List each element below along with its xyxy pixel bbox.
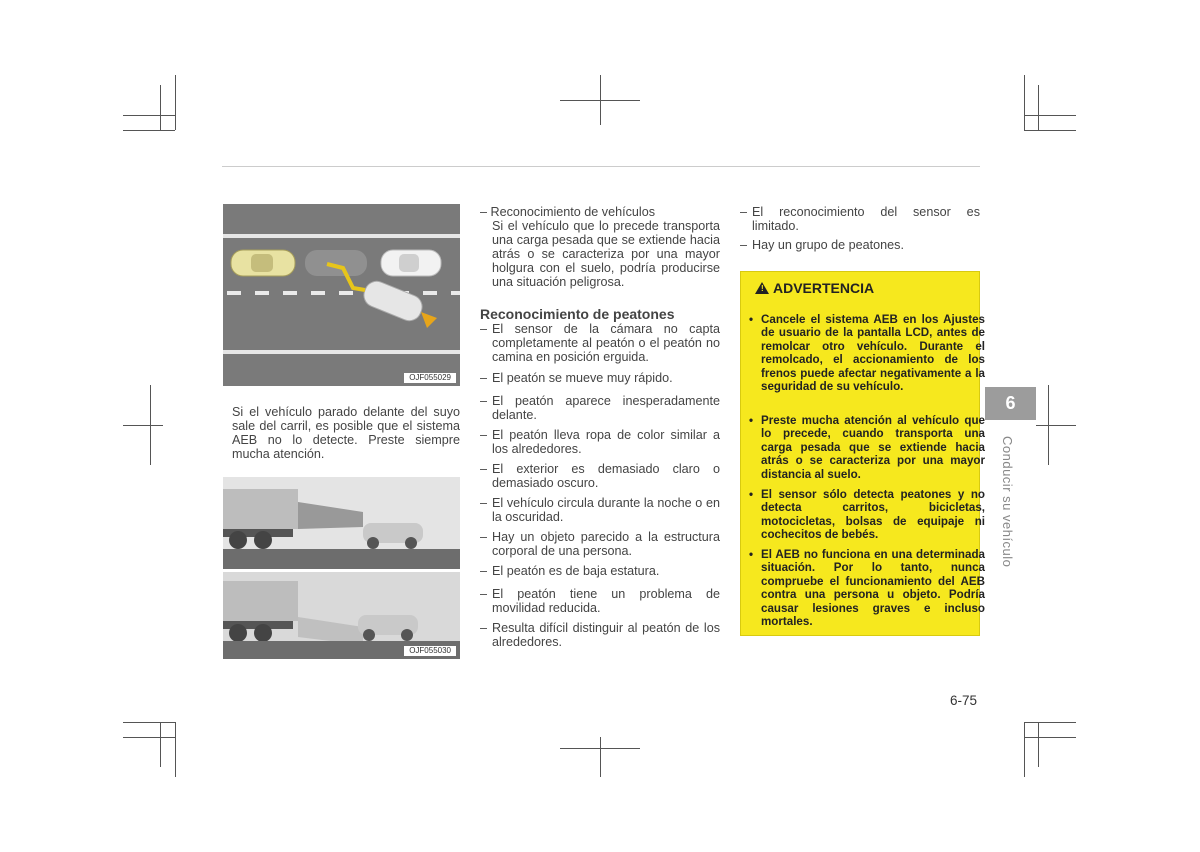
crop-mark (123, 722, 175, 723)
list-item: – El exterior es demasiado claro o demasiado oscuro. (480, 462, 720, 490)
list-item: – El reconocimiento del sensor es limitado. (740, 205, 980, 233)
crop-mark (1038, 722, 1039, 767)
crop-mark (123, 425, 163, 426)
list-item: – El peatón tiene un problema de movilidad reducida. (480, 587, 720, 615)
crop-mark (1024, 737, 1076, 738)
col2-item-title: – Reconocimiento de vehículos (480, 205, 656, 219)
crop-mark (150, 385, 151, 465)
crop-mark (1036, 425, 1076, 426)
crop-mark (600, 75, 601, 125)
figure-caption: OJF055029 (404, 373, 456, 383)
figure-lane-change (223, 204, 460, 386)
list-item: – El vehículo circula durante la noche o en la oscuridad. (480, 496, 720, 524)
warning-triangle-icon: ! (755, 282, 769, 294)
warning-item: • El sensor sólo detecta peatones y no detecta carritos, bicicletas, motocicletas, bolsas de equipaje ni cochecitos de bebés. (749, 488, 985, 542)
crop-mark (1024, 722, 1025, 777)
warning-title: ! ADVERTENCIA (755, 280, 874, 296)
figure-caption: OJF055030 (404, 646, 456, 656)
crop-mark (1038, 85, 1039, 130)
warning-item: • El AEB no funciona en una determinada situación. Por lo tanto, nunca compruebe el funcionamiento del AEB contra una persona u objeto. Podría causar lesiones graves e incluso mortales. (749, 548, 985, 629)
page-number: 6-75 (950, 693, 978, 708)
section-heading: Reconocimiento de peatones (480, 306, 675, 322)
col1-paragraph: Si el vehículo parado delante del suyo sale del carril, es posible que el sistema AEB no lo detecte. Preste siempre mucha atención. (232, 405, 460, 461)
crop-mark (123, 737, 175, 738)
truck-cargo-illustration (223, 477, 460, 659)
crop-mark (123, 130, 175, 131)
crop-mark (160, 722, 161, 767)
warning-item: • Cancele el sistema AEB en los Ajustes de usuario de la pantalla LCD, antes de remolcar otro vehículo. Durante el remolcado, el accionamiento de los frenos puede afectar negativamente a la seguridad de su vehículo. (749, 313, 985, 394)
list-item: – El peatón es de baja estatura. (480, 564, 660, 578)
crop-mark (600, 737, 601, 777)
list-item: – El sensor de la cámara no capta completamente al peatón o el peatón no camina en posición erguida. (480, 322, 720, 364)
warning-box (740, 271, 985, 636)
list-item: – Hay un grupo de peatones. (740, 238, 904, 252)
crop-mark (123, 115, 175, 116)
header-rule (222, 166, 980, 167)
chapter-tab: 6 (985, 387, 1036, 420)
crop-mark (175, 722, 176, 777)
crop-mark (160, 85, 161, 130)
warning-item: • Preste mucha atención al vehículo que lo precede, cuando transporta una carga pesada que se extiende hacia atrás o se caracteriza por una mayor distancia al suelo. (749, 414, 985, 481)
list-item: – El peatón aparece inesperadamente delante. (480, 394, 720, 422)
crop-mark (1024, 75, 1025, 130)
list-item: – Resulta difícil distinguir al peatón de los alrededores. (480, 621, 720, 649)
list-item: – El peatón se mueve muy rápido. (480, 371, 673, 385)
crop-mark (1048, 385, 1049, 465)
figure-truck-cargo (223, 477, 460, 659)
chapter-title: Conducir su vehículo (1000, 436, 1015, 568)
crop-mark (175, 75, 176, 130)
crop-mark (1024, 115, 1076, 116)
lane-change-illustration (223, 204, 460, 386)
list-item: – Hay un objeto parecido a la estructura corporal de una persona. (480, 530, 720, 558)
crop-mark (1024, 130, 1076, 131)
col2-item-body: Si el vehículo que lo precede transporta una carga pesada que se extiende hacia atrás o se caracteriza por una mayor holgura con el suelo, podría producirse una situación peligrosa. (492, 219, 720, 289)
list-item: – El peatón lleva ropa de color similar a los alrededores. (480, 428, 720, 456)
crop-mark (1024, 722, 1076, 723)
